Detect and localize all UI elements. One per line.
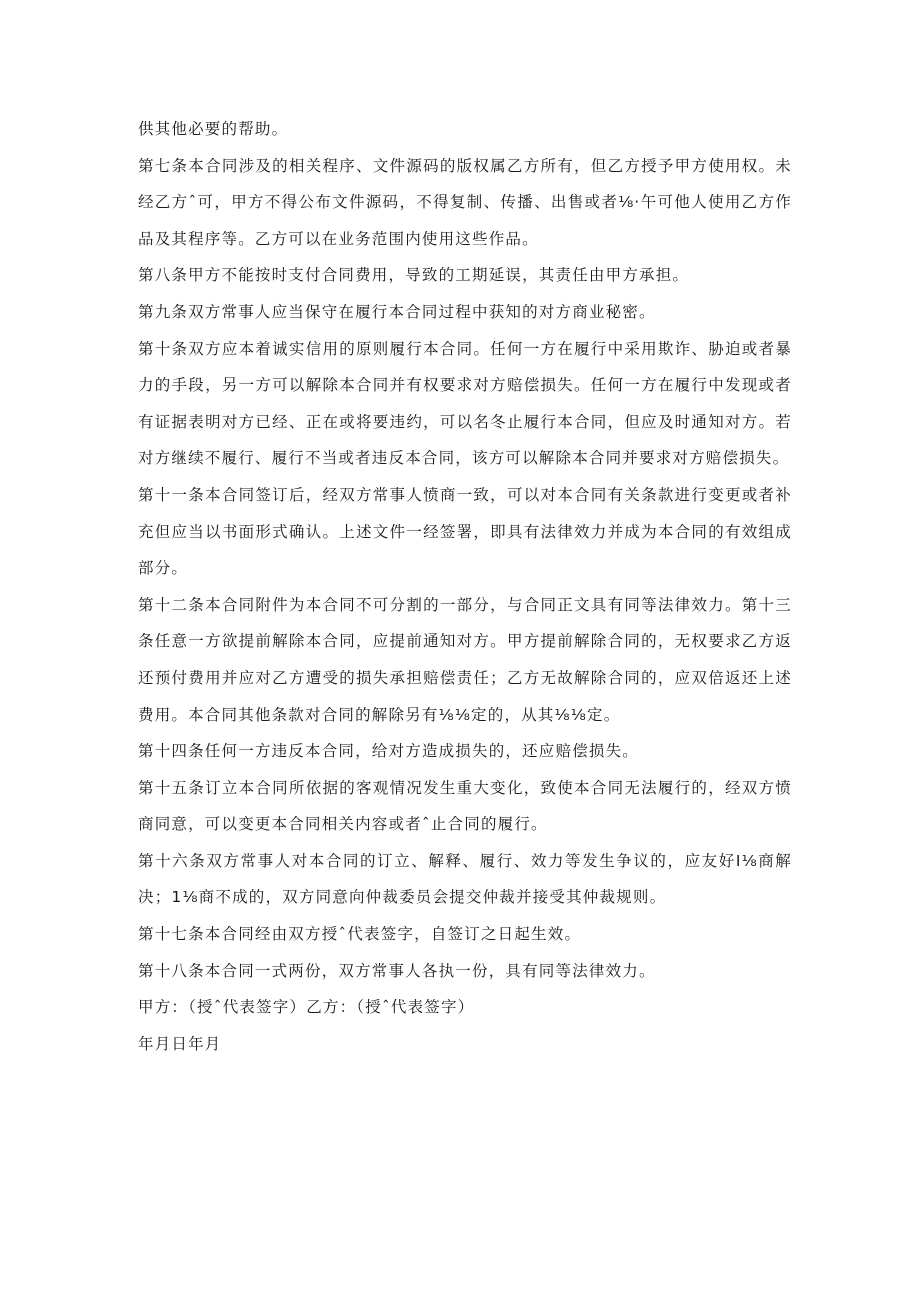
article-17: 第十七条本合同经由双方授ˆ代表签字，自签订之日起生效。 (138, 925, 582, 944)
article-18: 第十八条本合同一式两份，双方常事人各执一份，具有同等法律效力。 (138, 961, 656, 980)
date-line: 年月日年月 (138, 1034, 222, 1053)
document-body (138, 111, 792, 1062)
article-16: 第十六条双方常事人对本合同的订立、解释、履行、效力等发生争议的，应友好I⅛商解决；1⅛商不成的，双方同意向仲裁委员会提交仲裁并接受其仲裁规则。 (138, 851, 792, 907)
article-15: 第十五条订立本合同所依据的客观情况发生重大变化，致使本合同无法履行的，经双方愤商同意，可以变更本合同相关内容或者ˆ止合同的履行。 (138, 778, 792, 834)
article-14: 第十四条任何一方违反本合同，给对方造成损失的，还应赔偿损失。 (138, 742, 640, 761)
article-11: 第十一条本合同签订后，经双方常事人愤商一致，可以对本合同有关条款进行变更或者补充但应当以书面形式确认。上述文件一经签署，即具有法律效力并成为本合同的有效组成部分。 (138, 485, 792, 578)
article-10: 第十条双方应本着诚实信用的原则履行本合同。任何一方在履行中采用欺诈、胁迫或者暴力的手段，另一方可以解除本合同并有权要求对方赔偿损失。任何一方在履行中发现或者有证据表明对方已经、正在或将要违约，可以名冬止履行本合同，但应及时通知对方。若对方继续不履行、履行不当或者违反本合同，该方可以解除本合同并要求对方赔偿损失。 (138, 339, 792, 468)
article-7: 第七条本合同涉及的相关程序、文件源码的版权属乙方所有，但乙方授予甲方使用权。未经乙方ˆ可，甲方不得公布文件源码，不得复制、传播、出售或者⅛·午可他人使用乙方作品及其程序等。乙方可以在业务范围内使用这些作品。 (138, 156, 792, 248)
signature-line: 甲方：（授ˆ代表签字）乙方：（授ˆ代表签字） (138, 998, 475, 1017)
article-9: 第九条双方常事人应当保守在履行本合同过程中获知的对方商业秘密。 (138, 302, 656, 321)
article-12-13: 第十二条本合同附件为本合同不可分割的一部分，与合同正文具有同等法律效力。第十三条任意一方欲提前解除本合同，应提前通知对方。甲方提前解除合同的，无权要求乙方返还预付费用并应对乙方遭受的损失承担赔偿责任；乙方无故解除合同的，应双倍返还上述费用。本合同其他条款对合同的解除另有⅛⅛定的，从其⅛⅛定。 (138, 595, 792, 724)
article-8: 第八条甲方不能按时支付合同费用，导致的工期延误，其责任由甲方承担。 (138, 266, 690, 285)
paragraph-continuation: 供其他必要的帮助。 (138, 120, 289, 138)
